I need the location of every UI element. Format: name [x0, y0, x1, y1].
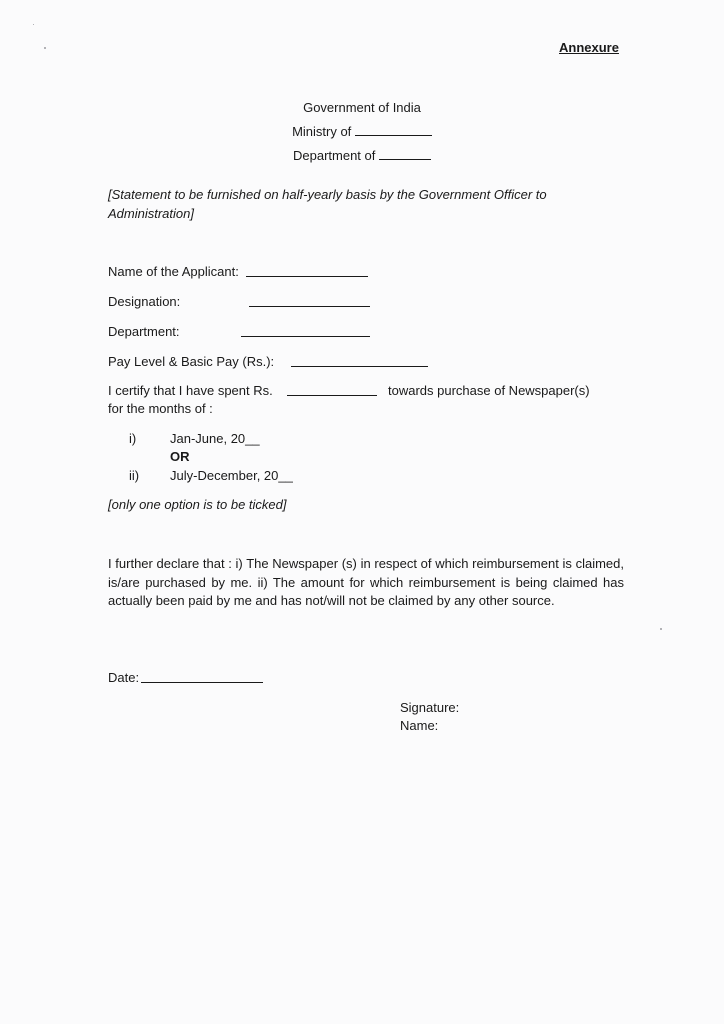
- option-1-text[interactable]: Jan-June, 20__: [170, 431, 260, 446]
- name-label: Name:: [400, 718, 439, 733]
- department-field-label: Department:: [108, 324, 180, 339]
- designation-label: Designation:: [108, 294, 181, 309]
- signature-label: Signature:: [400, 700, 460, 715]
- or-separator: OR: [170, 449, 190, 464]
- department-field-blank[interactable]: [241, 324, 370, 337]
- date-blank[interactable]: [141, 670, 263, 683]
- amount-blank[interactable]: [287, 383, 377, 396]
- applicant-name-blank[interactable]: [246, 264, 368, 277]
- scan-speck: [660, 628, 662, 630]
- pay-level-blank[interactable]: [291, 354, 428, 367]
- option-1-number: i): [129, 431, 137, 446]
- option-2-text[interactable]: July-December, 20__: [170, 468, 293, 483]
- statement-line-1: [Statement to be furnished on half-yearly basis by the Government Officer to: [108, 187, 547, 202]
- scan-speck: [44, 47, 46, 49]
- certify-prefix: I certify that I have spent Rs.: [108, 383, 273, 398]
- pay-level-label: Pay Level & Basic Pay (Rs.):: [108, 354, 275, 369]
- certify-suffix: towards purchase of Newspaper(s): [388, 383, 590, 398]
- ministry-label: Ministry of: [292, 124, 352, 139]
- designation-blank[interactable]: [249, 294, 370, 307]
- date-label: Date:: [108, 670, 140, 685]
- department-line: [0, 147, 724, 164]
- department-header-blank[interactable]: [379, 147, 431, 160]
- scan-speck: [33, 24, 34, 25]
- option-2-number: ii): [129, 468, 140, 483]
- ministry-blank[interactable]: [355, 123, 432, 136]
- statement-line-2: Administration]: [108, 206, 194, 221]
- annexure-heading: Annexure: [559, 40, 619, 55]
- government-title: Government of India: [303, 100, 421, 115]
- declaration-paragraph: I further declare that : i) The Newspaper (s) in respect of which reimbursement is claimed, is/are purchased by me. ii) The amount for which reimbursement is being claimed has actually been paid by me and has not/will not be claimed by any other source.: [108, 556, 624, 608]
- department-header-label: Department of: [293, 148, 376, 163]
- ministry-line: [0, 123, 724, 140]
- applicant-name-label: Name of the Applicant:: [108, 264, 239, 279]
- certify-months-line: for the months of :: [108, 401, 213, 416]
- option-note: [only one option is to be ticked]: [108, 497, 287, 512]
